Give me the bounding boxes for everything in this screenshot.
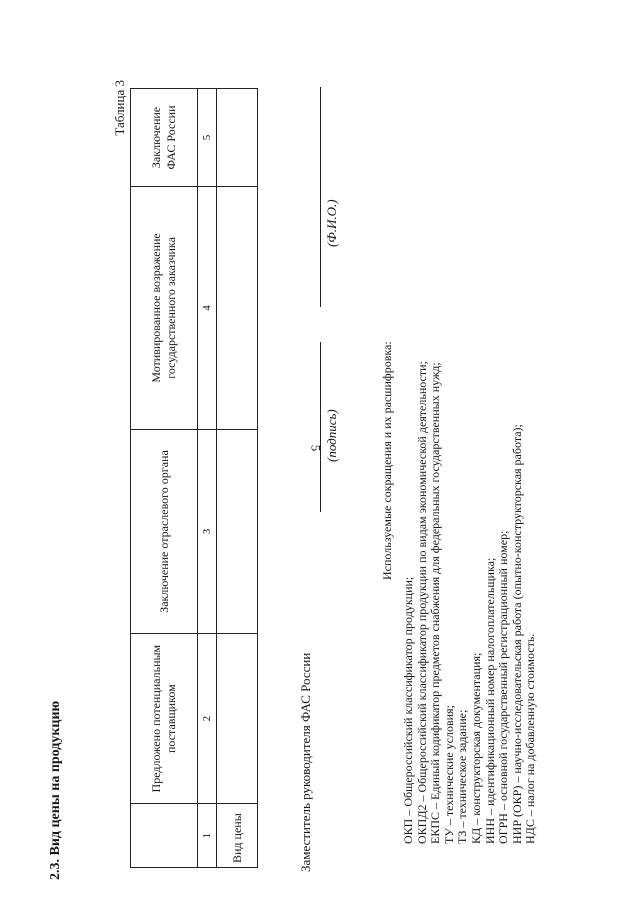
name-caption: (Ф.И.О.) <box>324 199 339 247</box>
header-cell-fas-conclusion: Заключение ФАС России <box>131 89 198 187</box>
column-number: 2 <box>198 634 217 804</box>
column-number: 1 <box>198 804 217 868</box>
row-label-price-type: Вид цены <box>217 804 258 868</box>
price-type-table <box>130 88 258 868</box>
column-number: 5 <box>198 89 217 187</box>
page-number: 5 <box>308 444 324 452</box>
list-item: НДС – налог на добавленную стоимость. <box>523 633 538 844</box>
header-cell-empty <box>131 804 198 868</box>
rotated-page-content <box>40 20 600 880</box>
list-item: ОГРН – основной государственный регистрационный номер; <box>496 530 511 844</box>
signature-block <box>298 72 358 872</box>
header-cell-customer-objection: Мотивированное возражение государственного заказчика <box>131 186 198 429</box>
table-header-row <box>131 89 198 868</box>
column-number-row <box>198 89 217 868</box>
table-cell <box>217 429 258 633</box>
table-cell <box>217 89 258 187</box>
list-item: ОКПД2 – Общероссийский классификатор продукции по видам экономической деятельности; <box>414 361 429 844</box>
signature-line <box>320 342 321 512</box>
list-item: ТУ – технические условия; <box>441 705 456 844</box>
signature-caption: (подпись) <box>324 409 339 462</box>
list-item: НИР (ОКР) – научно-исследовательская работа (опытно-конструкторская работа); <box>509 424 524 844</box>
list-item: ТЗ – техническое задание; <box>455 709 470 844</box>
list-item: КД – конструкторская документация; <box>468 652 483 844</box>
table-cell <box>217 186 258 429</box>
section-title: 2.3. Вид цены на продукцию <box>48 700 63 880</box>
list-item: ОКП – Общероссийский классификатор продукции; <box>401 576 415 844</box>
column-number: 3 <box>198 429 217 633</box>
table-cell <box>217 634 258 804</box>
name-line <box>320 87 321 307</box>
abbreviations-list <box>402 84 538 844</box>
header-cell-industry-body: Заключение отраслевого органа <box>131 429 198 633</box>
table-row <box>217 89 258 868</box>
list-item: ИНН – идентификационный номер налогоплательщика; <box>482 557 497 844</box>
table-label: Таблица 3 <box>112 80 127 136</box>
abbreviations-title: Используемые сокращения и их расшифровка: <box>380 341 394 580</box>
list-item: ЕКПС – Единый кодификатор предметов снабжения для федеральных государственных нужд; <box>428 362 443 844</box>
signatory-role: Заместитель руководителя ФАС России <box>298 652 313 872</box>
header-cell-supplier: Предложено потенциальным поставщиком <box>131 634 198 804</box>
column-number: 4 <box>198 186 217 429</box>
